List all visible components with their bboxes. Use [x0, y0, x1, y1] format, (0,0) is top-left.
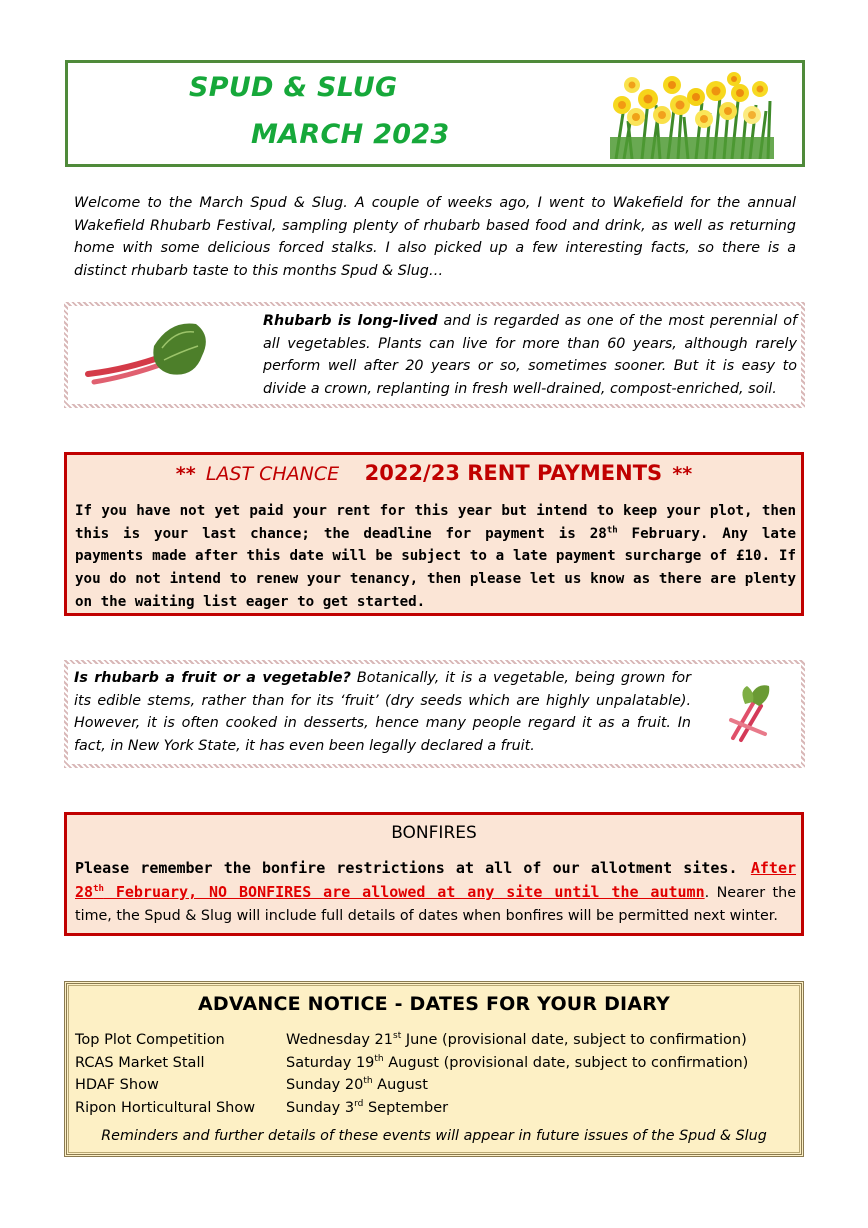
event-date-part: August	[372, 1077, 428, 1094]
event-name: Ripon Horticultural Show	[75, 1100, 256, 1117]
last-chance-label: LAST CHANCE	[205, 463, 340, 485]
event-date	[286, 1077, 428, 1093]
event-name: RCAS Market Stall	[75, 1054, 205, 1071]
bonfires-rest: . Nearer the time, the Spud & Slug will include full details of dates when bonfires will be permitted next winter.	[75, 885, 796, 924]
event-date	[286, 1055, 748, 1071]
bonfires-title: BONFIRES	[391, 823, 477, 843]
fruit-fact-box	[64, 660, 805, 768]
rent-payments-box	[64, 452, 804, 616]
event-date-part: June (provisional date, subject to confirmation)	[401, 1032, 747, 1048]
rent-body	[75, 500, 796, 614]
event-name: HDAF Show	[75, 1077, 159, 1094]
rent-stars-right: **	[672, 463, 693, 485]
fruit-fact-text	[74, 667, 691, 757]
diary-dates-list	[75, 1029, 748, 1120]
rent-body-sup: th	[606, 524, 618, 535]
rent-stars-left: **	[175, 463, 196, 485]
advance-notice-footer: Reminders and further details of these events will appear in future issues of the Spud & Slug	[101, 1128, 767, 1144]
list-item	[75, 1074, 748, 1097]
event-date-part: Wednesday 21	[286, 1032, 394, 1048]
event-date	[286, 1100, 448, 1116]
event-date-sup: th	[374, 1053, 384, 1064]
event-date-part: August (provisional date, subject to confirmation)	[383, 1054, 749, 1071]
rent-body-part: February. Any late payments made after this date will be subject to a late payment surcharge of £10. If you do not intend to renew your tenancy, then please let us know as there are plenty on the waiting list eager to get started.	[75, 525, 796, 610]
bonfires-ban-part: February, NO BONFIRES are allowed at any site until the autumn	[103, 883, 705, 901]
bonfires-ban-part: After 28	[75, 859, 797, 901]
daffodils-image	[610, 71, 774, 159]
rent-title: 2022/23 RENT PAYMENTS	[364, 461, 663, 485]
event-date-part: September	[363, 1100, 449, 1117]
rhubarb-fact-lead: Rhubarb is long-lived	[263, 313, 438, 329]
intro-paragraph: Welcome to the March Spud & Slug. A couple of weeks ago, I went to Wakefield for the annual Wakefield Rhubarb Festival, sampling plenty of rhubarb based food and drink, as well as returning home with some delicious forced stalks. I also picked up a few interesting facts, so there is a distinct rhubarb taste to this months Spud & Slug…	[74, 195, 796, 279]
event-name: Top Plot Competition	[75, 1032, 225, 1048]
event-date-sup: st	[393, 1031, 402, 1042]
rhubarb-fact-text	[263, 310, 797, 400]
event-date-part: Saturday 19	[286, 1054, 375, 1071]
list-item	[75, 1052, 748, 1075]
fruit-fact-body: Botanically, it is a vegetable, being grown for its edible stems, rather than for its ‘fruit’ (dry seeds which are highly unpalatable). However, it is often cooked in desserts, hence many people regard it as a fruit. In fact, in New York State, it has even been legally declared a fruit.	[74, 670, 692, 754]
rhubarb-sticks-image	[725, 680, 773, 744]
advance-notice-title: ADVANCE NOTICE - DATES FOR YOUR DIARY	[198, 993, 670, 1015]
bonfires-body	[75, 857, 796, 928]
fruit-fact-lead: Is rhubarb a fruit or a vegetable?	[74, 670, 351, 686]
newsletter-header	[65, 60, 805, 167]
bonfires-box	[64, 812, 804, 936]
bonfires-ban-sup: th	[93, 884, 104, 894]
rhubarb-fact-box	[64, 302, 805, 408]
event-date-sup: rd	[354, 1099, 364, 1110]
rhubarb-fact-body: and is regarded as one of the most perennial of all vegetables. Plants can live for more than 60 years, although rarely perform well after 20 years or so, sometimes sooner. But it is easy to divide a crown, replanting in fresh well-drained, compost-enriched, soil.	[263, 313, 797, 397]
rent-body-part: If you have not yet paid your rent for this year but intend to keep your plot, then this is your last chance; the deadline for payment is 28	[75, 503, 796, 542]
issue-date: MARCH 2023	[251, 119, 450, 150]
rhubarb-stalk-image	[84, 316, 210, 392]
event-date-part: Sunday 20	[286, 1077, 364, 1094]
list-item	[75, 1097, 748, 1120]
event-date	[286, 1032, 747, 1048]
event-date-part: Sunday 3	[286, 1100, 355, 1117]
advance-notice-box	[64, 981, 804, 1157]
list-item	[75, 1029, 748, 1052]
bonfires-restriction: Please remember the bonfire restrictions at all of our allotment sites.	[75, 859, 738, 877]
rent-heading	[67, 461, 801, 485]
newsletter-title: SPUD & SLUG	[189, 72, 398, 103]
event-date-sup: th	[363, 1076, 373, 1087]
